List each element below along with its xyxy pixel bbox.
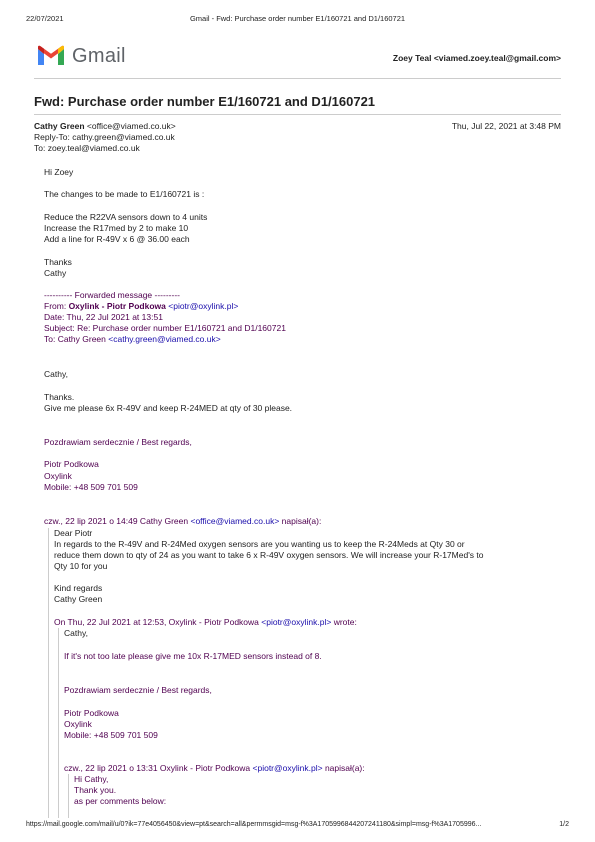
quote-attribution-email[interactable]: <piotr@oxylink.pl> <box>252 763 323 773</box>
signature-line: Mobile: +48 509 701 509 <box>44 482 138 492</box>
signature-line: Mobile: +48 509 701 509 <box>64 730 158 740</box>
forward-from-name: Oxylink - Piotr Podkowa <box>68 301 166 311</box>
email-subject: Fwd: Purchase order number E1/160721 and D1/160721 <box>34 94 376 109</box>
quote-attribution-suffix: wrote: <box>331 617 357 627</box>
header-divider <box>34 78 561 79</box>
quote-body-line: Qty 10 for you <box>54 561 108 571</box>
quote-body-line: as per comments below: <box>74 796 167 806</box>
subject-divider <box>34 114 561 115</box>
quote-attribution-email[interactable]: <piotr@oxylink.pl> <box>261 617 332 627</box>
sender-email[interactable]: <office@viamed.co.uk> <box>86 121 176 131</box>
quote-attribution <box>44 516 321 526</box>
body-greeting: Hi Zoey <box>44 167 74 177</box>
quote-body-line: reduce them down to qty of 24 as you want to take 6 x R-49V oxygen sensors. We will increase your R-17Med's to <box>54 550 484 560</box>
quote-attribution <box>64 763 365 773</box>
signature-line: Piotr Podkowa <box>64 708 119 718</box>
page-number: 1/2 <box>559 821 569 828</box>
recipient: To: zoey.teal@viamed.co.uk <box>34 143 140 153</box>
forward-to-label: To: Cathy Green <box>44 334 109 344</box>
body-signoff: Cathy <box>44 268 67 278</box>
signature-line: Oxylink <box>64 719 92 729</box>
gmail-m-icon <box>36 45 66 67</box>
quote-attribution-suffix: napisał(a): <box>322 763 365 773</box>
forward-to <box>44 334 221 344</box>
quote-body-line: Hi Cathy, <box>74 774 109 784</box>
signature-line: Pozdrawiam serdecznie / Best regards, <box>64 685 212 695</box>
quote-attribution-suffix: napisał(a): <box>279 516 322 526</box>
quote-body-line: Thank you. <box>74 785 117 795</box>
forward-subject: Subject: Re: Purchase order number E1/160721 and D1/160721 <box>44 323 286 333</box>
forward-body-line: Give me please 6x R-49V and keep R-24MED at qty of 30 please. <box>44 403 293 413</box>
quote-attribution-text: On Thu, 22 Jul 2021 at 12:53, Oxylink - Piotr Podkowa <box>54 617 262 627</box>
body-thanks: Thanks <box>44 257 72 267</box>
body-line: Add a line for R-49V x 6 @ 36.00 each <box>44 234 190 244</box>
quote-bar <box>58 628 59 818</box>
print-title: Gmail - Fwd: Purchase order number E1/160721 and D1/160721 <box>189 14 406 23</box>
forward-from-email[interactable]: <piotr@oxylink.pl> <box>168 301 239 311</box>
quote-attribution <box>54 617 357 627</box>
quote-attribution-email[interactable]: <office@viamed.co.uk> <box>190 516 280 526</box>
body-line: Increase the R17med by 2 to make 10 <box>44 223 189 233</box>
forward-from <box>44 301 238 311</box>
forward-to-email[interactable]: <cathy.green@viamed.co.uk> <box>108 334 221 344</box>
reply-to: Reply-To: cathy.green@viamed.co.uk <box>34 132 175 142</box>
account-email: Zoey Teal <viamed.zoey.teal@gmail.com> <box>392 53 561 63</box>
sender-line <box>34 121 176 131</box>
quote-body-line: Kind regards <box>54 583 103 593</box>
quote-attribution-text: czw., 22 lip 2021 o 14:49 Cathy Green <box>44 516 191 526</box>
quote-body-line: Cathy Green <box>54 594 103 604</box>
sender-name: Cathy Green <box>34 121 85 131</box>
quote-body-line: Cathy, <box>64 628 88 638</box>
quote-bar <box>68 774 69 818</box>
quote-body-line: If it's not too late please give me 10x R-17MED sensors instead of 8. <box>64 651 322 661</box>
forward-from-label: From: <box>44 301 69 311</box>
signature-line: Piotr Podkowa <box>44 459 99 469</box>
signature-line: Pozdrawiam serdecznie / Best regards, <box>44 437 192 447</box>
quote-bar <box>48 528 49 818</box>
forward-body-line: Thanks. <box>44 392 75 402</box>
body-line: Reduce the R22VA sensors down to 4 units <box>44 212 208 222</box>
signature-line: Oxylink <box>44 471 72 481</box>
forward-date: Date: Thu, 22 Jul 2021 at 13:51 <box>44 312 163 322</box>
forward-divider: ---------- Forwarded message --------- <box>44 290 180 300</box>
body-line: The changes to be made to E1/160721 is : <box>44 189 205 199</box>
quote-attribution-text: czw., 22 lip 2021 o 13:31 Oxylink - Piotr Podkowa <box>64 763 253 773</box>
gmail-wordmark: Gmail <box>72 44 126 67</box>
sent-date: Thu, Jul 22, 2021 at 3:48 PM <box>451 121 561 131</box>
forward-body-line: Cathy, <box>44 369 68 379</box>
gmail-logo[interactable] <box>36 44 126 68</box>
quote-body-line: Dear Piotr <box>54 528 93 538</box>
footer-url: https://mail.google.com/mail/u/0?ik=77e4056450&view=pt&search=all&permmsgid=msg-f%3A1705996844207241180&simpl=msg-f%3A1705996... <box>26 821 482 828</box>
quote-body-line: In regards to the R-49V and R-24Med oxygen sensors are you wanting us to keep the R-24Meds at Qty 30 or <box>54 539 465 549</box>
print-date: 22/07/2021 <box>26 14 64 23</box>
